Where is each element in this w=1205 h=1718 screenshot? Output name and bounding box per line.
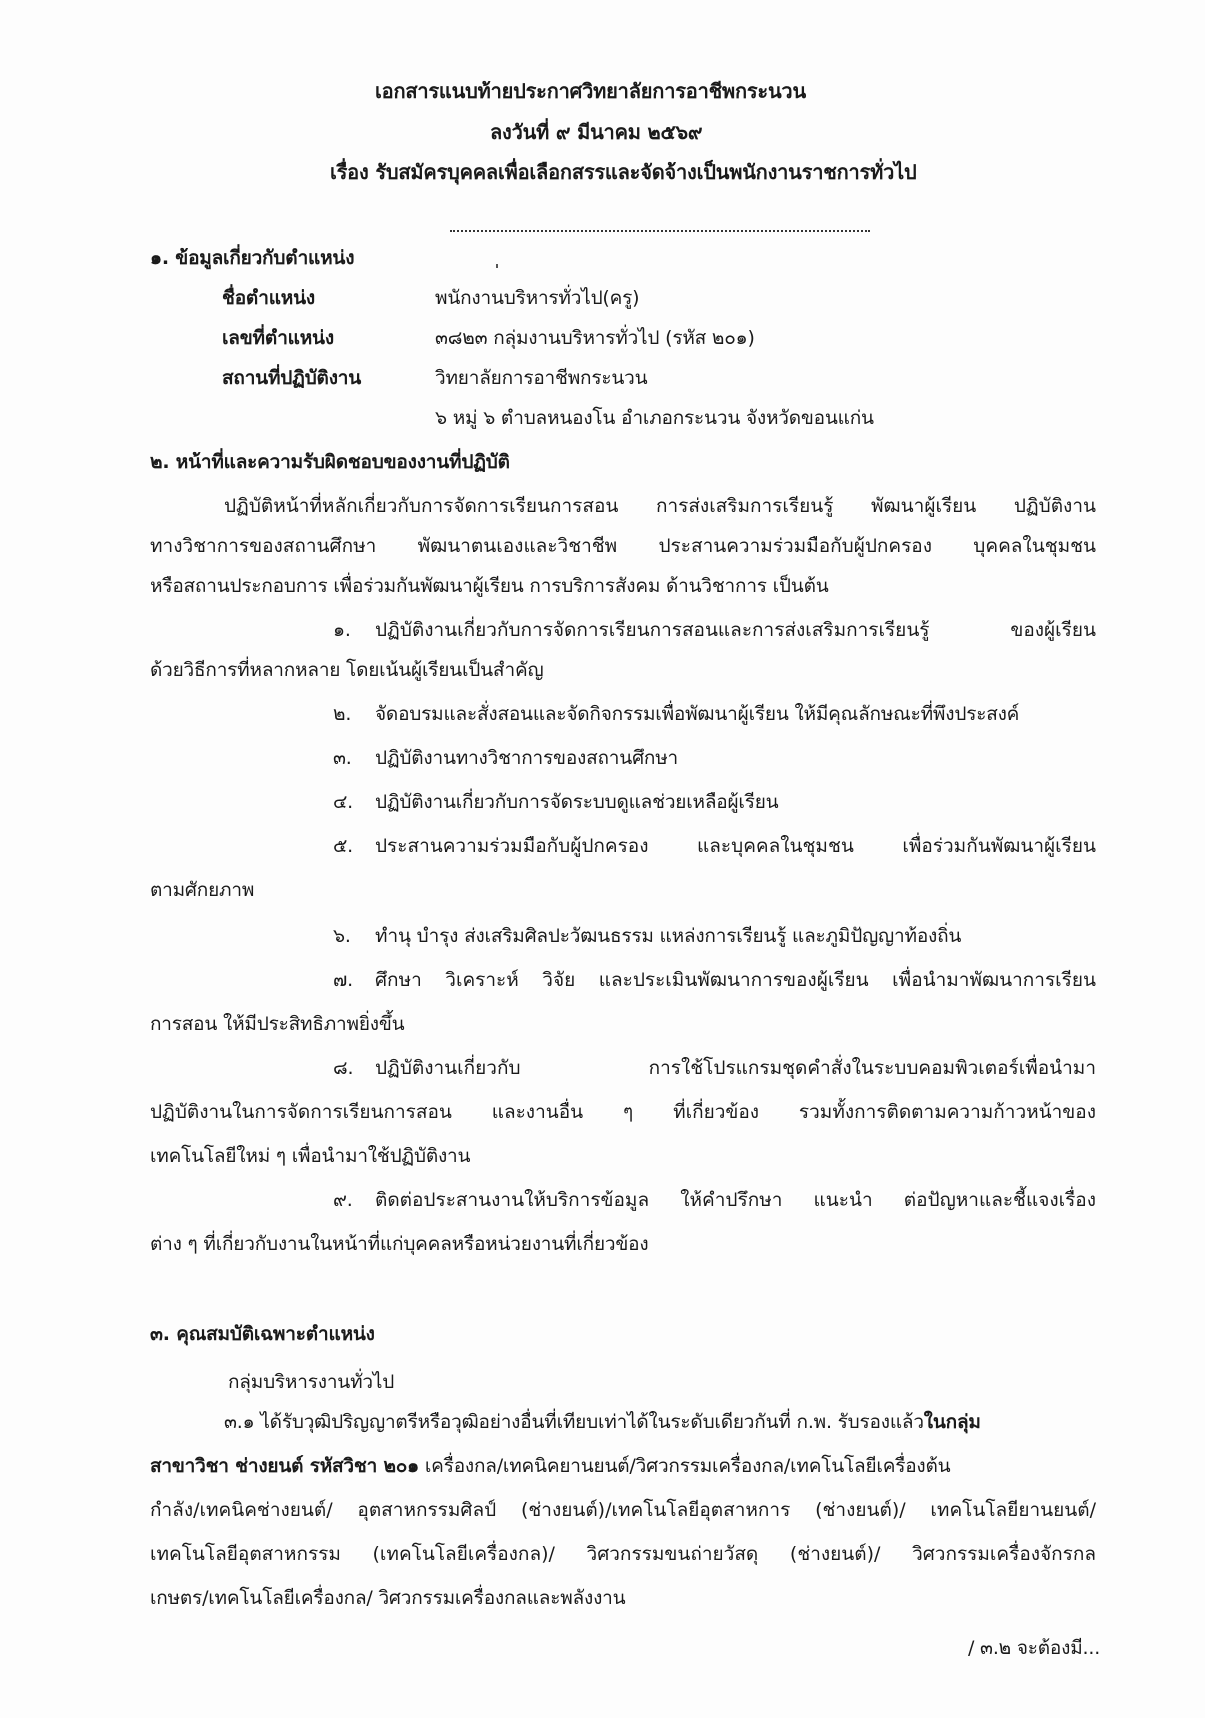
field-value-position-name: พนักงานบริหารทั่วไป(ครู) xyxy=(435,287,640,309)
duty-item-5-line2: ตามศักยภาพ xyxy=(150,879,255,901)
qualification-3-1-line1-normal: ๓.๑ ได้รับวุฒิปริญญาตรีหรือวุฒิอย่างอื่นที่เทียบเท่าได้ในระดับเดียวกันที่ ก.พ. รับรองแล้ว xyxy=(224,1411,924,1433)
duty-item-7-line1: ศึกษา วิเคราะห์ วิจัย และประเมินพัฒนาการของผู้เรียน เพื่อนำมาพัฒนาการเรียน xyxy=(375,969,1096,991)
qualification-3-1-line2 xyxy=(150,1452,950,1480)
qualification-3-1-line2-normal: เครื่องกล/เทคนิคยานยนต์/วิศวกรรมเครื่องกล/เทคโนโลยีเครื่องต้น xyxy=(419,1455,951,1477)
qualification-3-1-line4: เทคโนโลยีอุตสาหกรรม (เทคโนโลยีเครื่องกล)/ วิศวกรรมขนถ่ายวัสดุ (ช่างยนต์)/ วิศวกรรมเครื่องจักรกล xyxy=(150,1543,1096,1565)
qualification-3-1-line1-bold: ในกลุ่ม xyxy=(923,1411,981,1433)
field-label-workplace: สถานที่ปฏิบัติงาน xyxy=(222,367,362,389)
duty-item-8-line3: เทคโนโลยีใหม่ ๆ เพื่อนำมาใช้ปฏิบัติงาน xyxy=(150,1145,471,1167)
section2-intro-line3: หรือสถานประกอบการ เพื่อร่วมกันพัฒนาผู้เรียน การบริการสังคม ด้านวิชาการ เป็นต้น xyxy=(150,575,829,597)
header-separator xyxy=(450,230,870,232)
duty-item-5-number: ๕. xyxy=(333,835,354,857)
duty-item-1-number: ๑. xyxy=(333,619,351,641)
section3-heading: ๓. คุณสมบัติเฉพาะตำแหน่ง xyxy=(150,1323,375,1345)
section2-intro-line1: ปฏิบัติหน้าที่หลักเกี่ยวกับการจัดการเรียนการสอน การส่งเสริมการเรียนรู้ พัฒนาผู้เรียน ปฏิบัติงาน xyxy=(224,495,1096,517)
section2-heading: ๒. หน้าที่และความรับผิดชอบของงานที่ปฏิบัติ xyxy=(150,451,510,473)
duty-item-3-line1: ปฏิบัติงานทางวิชาการของสถานศึกษา xyxy=(375,747,679,769)
qualification-3-1-line3: กำลัง/เทคนิคช่างยนต์/ อุตสาหกรรมศิลป์ (ช่างยนต์)/เทคโนโลยีอุตสาหการ (ช่างยนต์)/ เทคโนโลยียานยนต์/ xyxy=(150,1499,1096,1521)
duty-item-1-line2: ด้วยวิธีการที่หลากหลาย โดยเน้นผู้เรียนเป็นสำคัญ xyxy=(150,659,544,681)
duty-item-4-number: ๔. xyxy=(333,791,354,813)
section1-heading: ๑. ข้อมูลเกี่ยวกับตำแหน่ง xyxy=(150,247,355,269)
qualification-3-1-field-code: สาขาวิชา ช่างยนต์ รหัสวิชา ๒๐๑ xyxy=(150,1455,420,1477)
workplace-address: ๖ หมู่ ๖ ตำบลหนองโน อำเภอกระนวน จังหวัดขอนแก่น xyxy=(435,407,874,429)
page-continuation: / ๓.๒ จะต้องมี... xyxy=(968,1637,1101,1659)
duty-item-3-number: ๓. xyxy=(333,747,352,769)
field-label-position-name: ชื่อตำแหน่ง xyxy=(222,287,315,309)
document-title: เอกสารแนบท้ายประกาศวิทยาลัยการอาชีพกระนวน xyxy=(375,79,806,103)
document-date: ลงวันที่ ๙ มีนาคม ๒๕๖๙ xyxy=(490,120,703,144)
duty-item-6-line1: ทำนุ บำรุง ส่งเสริมศิลปะวัฒนธรรม แหล่งการเรียนรู้ และภูมิปัญญาท้องถิ่น xyxy=(375,925,962,947)
qualification-3-1-line5: เกษตร/เทคโนโลยีเครื่องกล/ วิศวกรรมเครื่องกลและพลังงาน xyxy=(150,1587,626,1609)
duty-item-5-line1: ประสานความร่วมมือกับผู้ปกครอง และบุคคลในชุมชน เพื่อร่วมกันพัฒนาผู้เรียน xyxy=(375,835,1096,857)
duty-item-4-line1: ปฏิบัติงานเกี่ยวกับการจัดระบบดูแลช่วยเหลือผู้เรียน xyxy=(375,791,779,813)
duty-item-9-line1: ติดต่อประสานงานให้บริการข้อมูล ให้คำปรึกษา แนะนำ ต่อปัญหาและชี้แจงเรื่อง xyxy=(375,1189,1096,1211)
duty-item-2-number: ๒. xyxy=(333,703,352,725)
field-value-workplace: วิทยาลัยการอาชีพกระนวน xyxy=(435,367,648,389)
duty-item-8-line1: ปฏิบัติงานเกี่ยวกับ การใช้โปรแกรมชุดคำสั่งในระบบคอมพิวเตอร์เพื่อนำมา xyxy=(375,1057,1096,1079)
duty-item-8-number: ๘. xyxy=(333,1057,354,1079)
duty-item-1-line1: ปฏิบัติงานเกี่ยวกับการจัดการเรียนการสอนและการส่งเสริมการเรียนรู้ ของผู้เรียน xyxy=(375,619,1096,641)
document-subject: เรื่อง รับสมัครบุคคลเพื่อเลือกสรรและจัดจ้างเป็นพนักงานราชการทั่วไป xyxy=(330,160,917,184)
field-value-position-number: ๓๘๒๓ กลุ่มงานบริหารทั่วไป (รหัส ๒๐๑) xyxy=(435,327,755,349)
duty-item-9-line2: ต่าง ๆ ที่เกี่ยวกับงานในหน้าที่แก่บุคคลหรือหน่วยงานที่เกี่ยวข้อง xyxy=(150,1233,649,1255)
section2-intro-line2: ทางวิชาการของสถานศึกษา พัฒนาตนเองและวิชาชีพ ประสานความร่วมมือกับผู้ปกครอง บุคคลในชุมชน xyxy=(150,535,1096,557)
section3-group: กลุ่มบริหารงานทั่วไป xyxy=(228,1371,395,1393)
stray-mark xyxy=(496,264,498,268)
duty-item-6-number: ๖. xyxy=(333,925,351,947)
duty-item-2-line1: จัดอบรมและสั่งสอนและจัดกิจกรรมเพื่อพัฒนาผู้เรียน ให้มีคุณลักษณะที่พึงประสงค์ xyxy=(375,703,1020,725)
duty-item-7-line2: การสอน ให้มีประสิทธิภาพยิ่งขึ้น xyxy=(150,1013,405,1035)
field-label-position-number: เลขที่ตำแหน่ง xyxy=(222,327,334,349)
duty-item-8-line2: ปฏิบัติงานในการจัดการเรียนการสอน และงานอื่น ๆ ที่เกี่ยวข้อง รวมทั้งการติดตามความก้าวหน้าของ xyxy=(150,1101,1096,1123)
duty-item-7-number: ๗. xyxy=(333,969,353,991)
duty-item-9-number: ๙. xyxy=(333,1189,353,1211)
qualification-3-1-line1 xyxy=(224,1408,1096,1436)
